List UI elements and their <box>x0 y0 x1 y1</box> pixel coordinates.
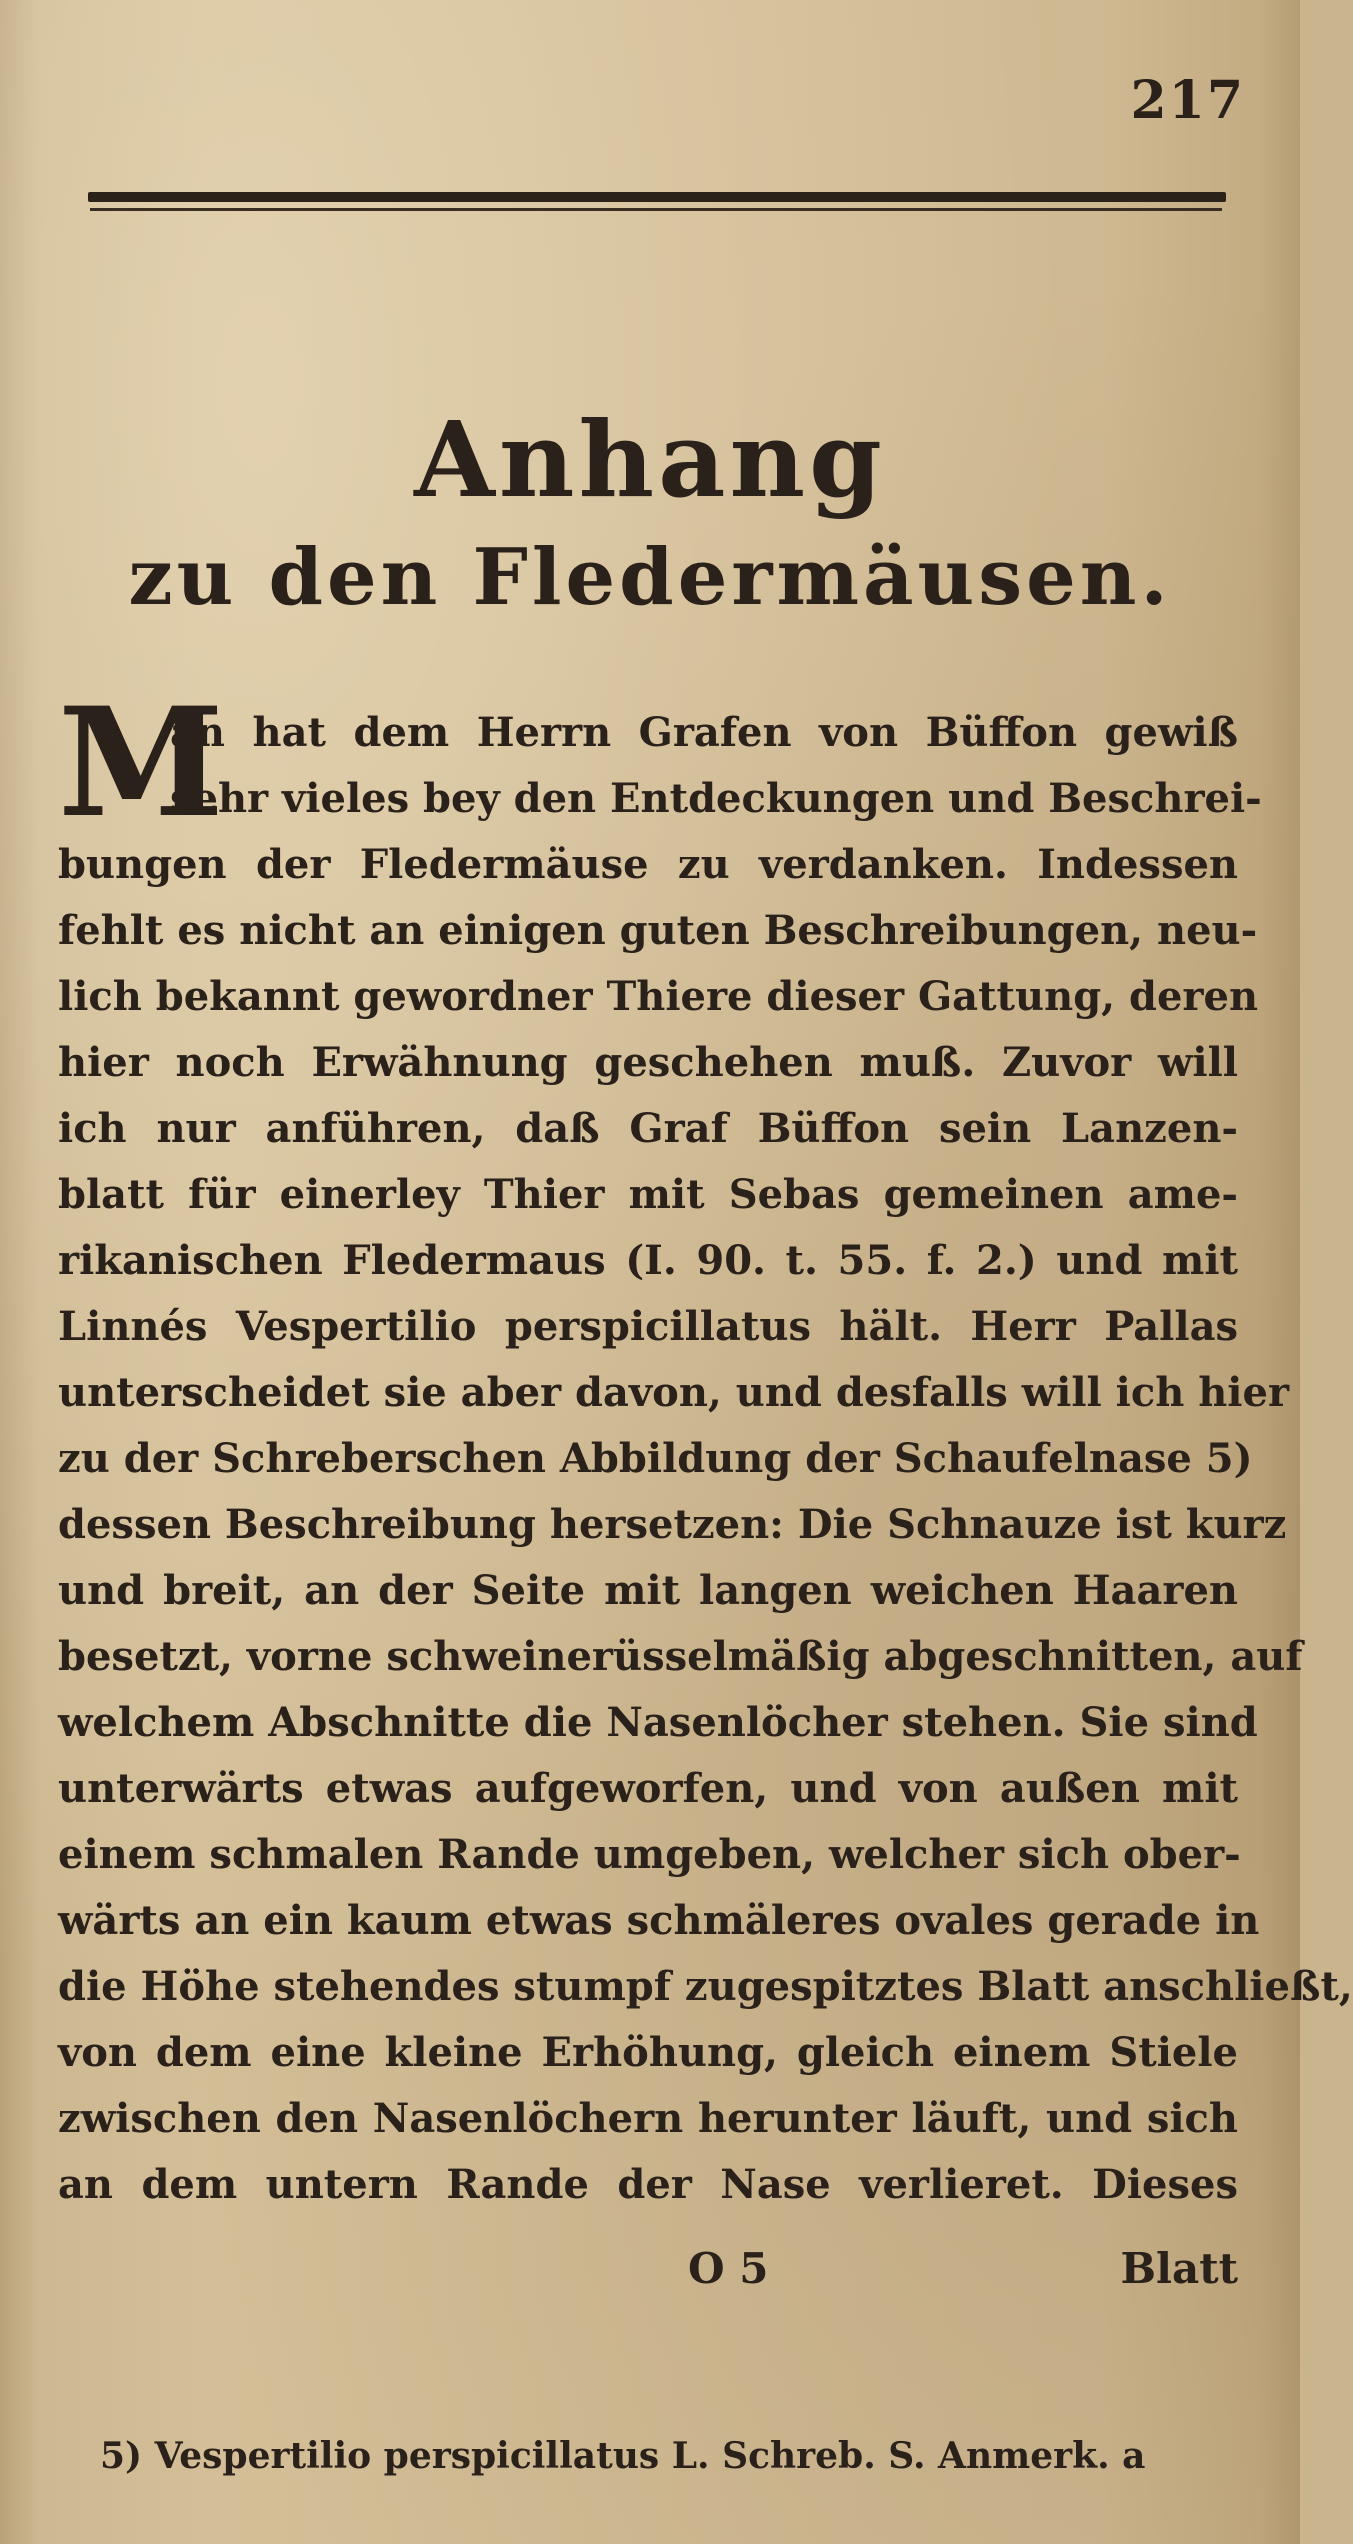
text-line: an hat dem Herrn Grafen von Büffon gewiß <box>170 709 1238 756</box>
signature-mark: O 5 <box>688 2244 769 2293</box>
page-footer-line <box>58 2244 1238 2304</box>
text-line: Linnés Vespertilio perspicillatus hält. Herr Pallas <box>58 1303 1238 1350</box>
text-line: besetzt, vorne schweinerüsselmäßig abgeschnitten, auf <box>58 1633 1303 1680</box>
text-line: bungen der Fledermäuse zu verdanken. Indessen <box>58 841 1238 888</box>
text-line: unterscheidet sie aber davon, und desfalls will ich hier <box>58 1369 1290 1416</box>
text-line: an dem untern Rande der Nase verlieret. Dieses <box>58 2161 1238 2208</box>
text-line: lich bekannt gewordner Thiere dieser Gattung, deren <box>58 973 1259 1020</box>
text-line: zwischen den Nasenlöchern herunter läuft, und sich <box>58 2095 1238 2142</box>
text-line: welchem Abschnitte die Nasenlöcher stehen. Sie sind <box>58 1699 1258 1746</box>
text-line: dessen Beschreibung hersetzen: Die Schnauze ist kurz <box>58 1501 1287 1548</box>
text-line: rikanischen Fledermaus (I. 90. t. 55. f. 2.) und mit <box>58 1237 1238 1284</box>
text-line: sehr vieles bey den Entdeckungen und Beschrei- <box>170 775 1262 822</box>
text-line: blatt für einerley Thier mit Sebas gemeinen ame- <box>58 1171 1238 1218</box>
text-line: wärts an ein kaum etwas schmäleres ovales gerade in <box>58 1897 1260 1944</box>
body-text <box>58 675 1353 2218</box>
catchword: Blatt <box>1120 2244 1238 2293</box>
page-number: 217 <box>1130 70 1245 131</box>
text-line: hier noch Erwähnung geschehen muß. Zuvor will <box>58 1039 1238 1086</box>
text-line: unterwärts etwas aufgeworfen, und von außen mit <box>58 1765 1238 1812</box>
text-line: von dem eine kleine Erhöhung, gleich einem Stiele <box>58 2029 1238 2076</box>
text-line: ich nur anführen, daß Graf Büffon sein Lanzen- <box>58 1105 1238 1152</box>
section-subtitle: zu den Fledermäusen. <box>128 532 1172 623</box>
text-line: einem schmalen Rande umgeben, welcher sich ober- <box>58 1831 1241 1878</box>
drop-cap: M <box>58 675 225 851</box>
text-line: zu der Schreberschen Abbildung der Schaufelnase 5) <box>58 1435 1253 1482</box>
header-rule <box>88 192 1226 202</box>
section-title: Anhang <box>414 398 886 521</box>
text-line: fehlt es nicht an einigen guten Beschreibungen, neu- <box>58 907 1258 954</box>
text-line: die Höhe stehendes stumpf zugespitztes Blatt anschließt, <box>58 1963 1353 2010</box>
header-rule-thin <box>90 208 1222 211</box>
footnote: 5) Vespertilio perspicillatus L. Schreb. S. Anmerk. a <box>100 2435 1146 2477</box>
text-line: und breit, an der Seite mit langen weichen Haaren <box>58 1567 1238 1614</box>
